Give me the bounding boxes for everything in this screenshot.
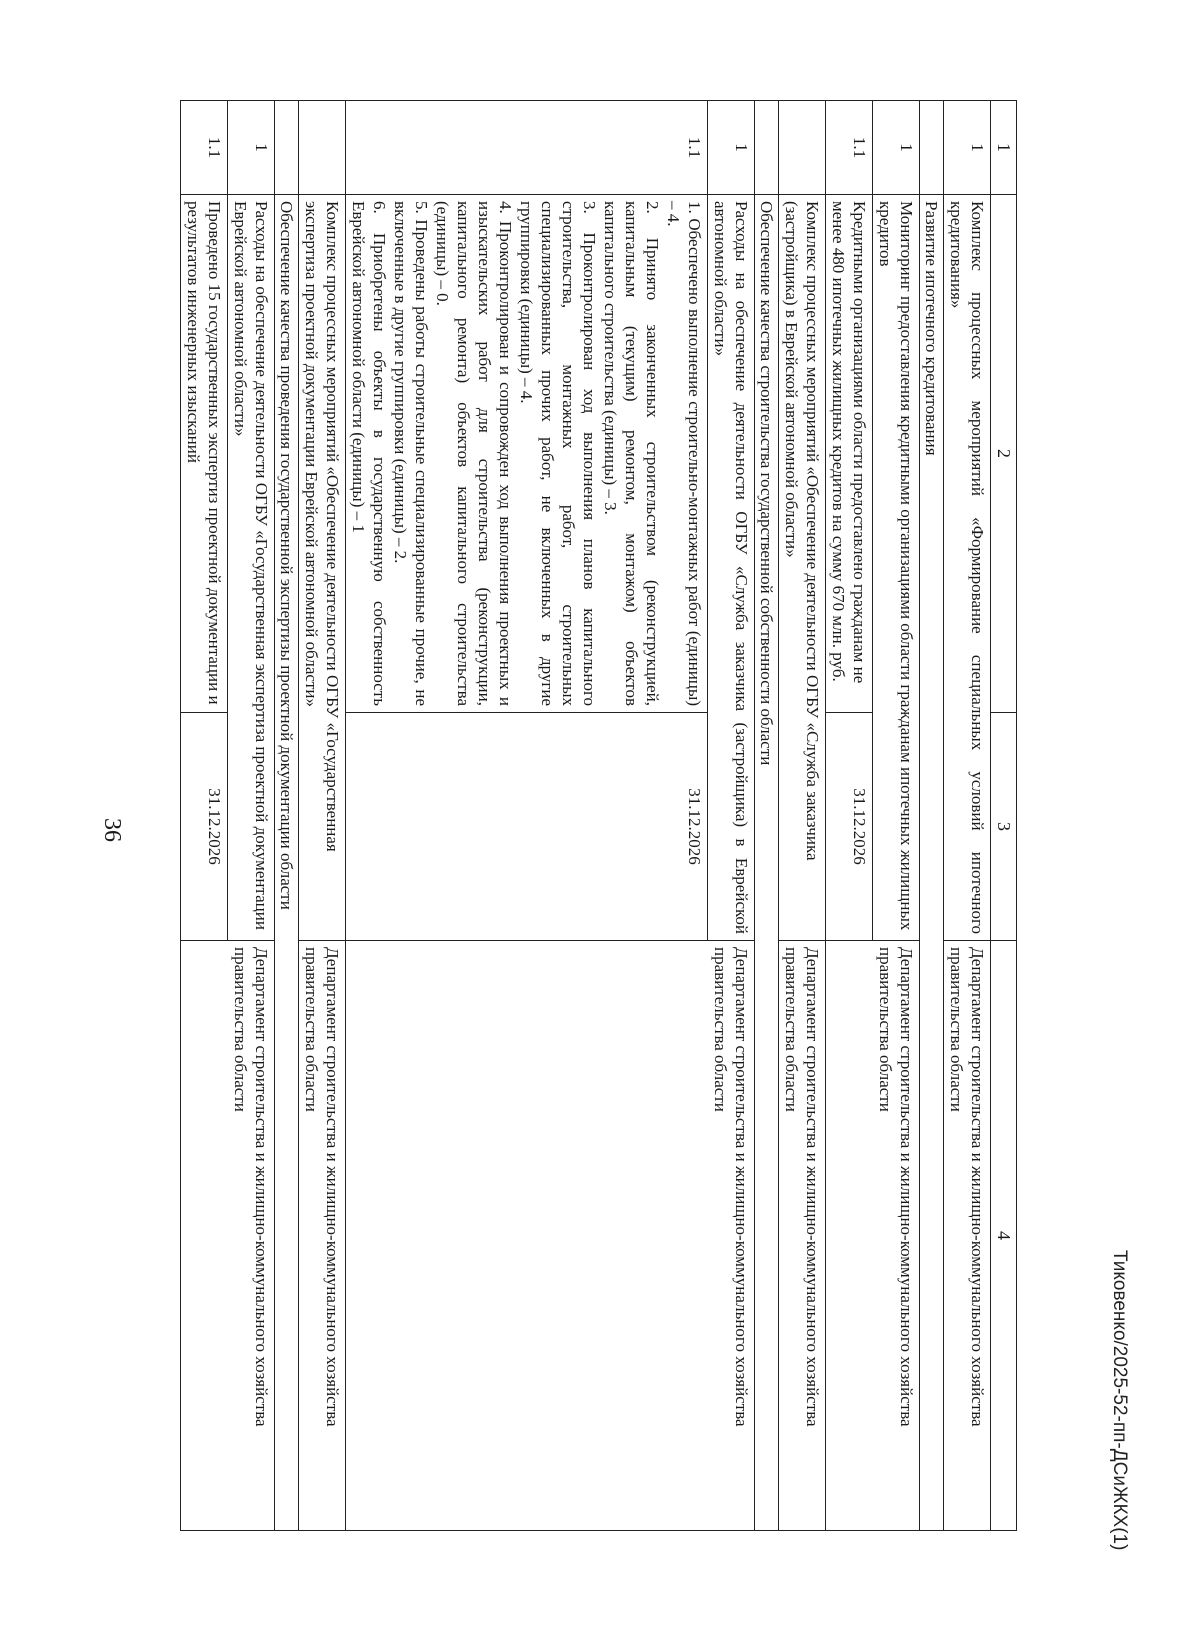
- row-number: 1: [944, 101, 991, 195]
- row-number: 1: [708, 101, 755, 195]
- plan-table: [180, 100, 1017, 1531]
- list-item: 2. Принято законченных строительством (реконструкцией, капитальным (текущим) ремонтом, монтажом) объектов капитального строительства (единицы) – 3.: [601, 201, 662, 706]
- table-row: [228, 101, 275, 1531]
- document-reference: Тиковенко/2025-52-пп-ДСиЖКХ(1): [1109, 1250, 1130, 1551]
- row-number: 1.1: [181, 101, 228, 195]
- table-row: [708, 101, 755, 1531]
- section-row: [275, 101, 299, 1531]
- row-number: 1.1: [346, 101, 708, 195]
- row-number: 1: [228, 101, 275, 195]
- row-number: 1: [873, 101, 920, 195]
- section-title: Обеспечение качества проведения государственной экспертизы проектной документации области: [275, 195, 299, 1531]
- row-text: Расходы на обеспечение деятельности ОГБУ «Государственная экспертиза проектной документации Еврейской автономной области»: [228, 195, 275, 941]
- table-header-row: [991, 101, 1017, 1531]
- page-number: 36: [99, 818, 125, 842]
- table-row: [299, 101, 346, 1531]
- column-header: 3: [991, 713, 1017, 941]
- row-text: Мониторинг предоставления кредитными организациями области гражданам ипотечных жилищных кредитов: [873, 195, 920, 941]
- column-header: 1: [991, 101, 1017, 195]
- row-date: 31.12.2026: [181, 713, 228, 941]
- table-row: [944, 101, 991, 1531]
- list-item: 5. Проведены работы строительные специализированные прочие, не включенные в другие группировки (единицы) – 2.: [391, 201, 431, 706]
- row-department: Департамент строительства и жилищно-коммунального хозяйства правительства области: [181, 941, 275, 1531]
- row-number: 1.1: [826, 101, 873, 195]
- list-item: 4. Проконтролирован и сопровожден ход выполнения проектных и изыскательских работ для строительства (реконструкции, капитального ремонта) объектов капитального строительства (единицы) – 0.: [433, 201, 515, 706]
- table-row: [873, 101, 920, 1531]
- table-row: [779, 101, 826, 1531]
- list-item: 6. Приобретены объекты в государственную собственность Еврейской автономной области (единицы) – 1: [349, 201, 389, 706]
- section-row: [920, 101, 944, 1531]
- row-text: Комплекс процессных мероприятий «Формирование специальных условий ипотечного кредитования»: [944, 195, 991, 941]
- row-text: Расходы на обеспечение деятельности ОГБУ «Служба заказчика (застройщика) в Еврейской автономной области»: [708, 195, 755, 941]
- section-title: Обеспечение качества строительства государственной собственности области: [755, 195, 779, 1531]
- row-items: [346, 195, 708, 713]
- row-department: Департамент строительства и жилищно-коммунального хозяйства правительства области: [944, 941, 991, 1531]
- row-text: Комплекс процессных мероприятий «Обеспечение деятельности ОГБУ «Служба заказчика (застройщика) в Еврейской автономной области»: [779, 195, 826, 941]
- row-department: Департамент строительства и жилищно-коммунального хозяйства правительства области: [826, 941, 920, 1531]
- list-item: 1. Обеспечено выполнение строительно-монтажных работ (единицы) – 4.: [664, 201, 704, 706]
- row-text: Комплекс процессных мероприятий «Обеспечение деятельности ОГБУ «Государственная экспертиза проектной документации Еврейской автономной области»: [299, 195, 346, 941]
- list-item: 3. Проконтролирован ход выполнения планов капитального строительства, монтажных работ, строительных специализированных прочих работ, не включенных в другие группировки (единицы) – 4.: [517, 201, 599, 706]
- row-department: Департамент строительства и жилищно-коммунального хозяйства правительства области: [779, 941, 826, 1531]
- column-header: 2: [991, 195, 1017, 713]
- section-title: Развитие ипотечного кредитования: [920, 195, 944, 1531]
- row-text: Проведено 15 государственных экспертиз проектной документации и результатов инженерных изысканий: [181, 195, 228, 713]
- row-date: 31.12.2026: [826, 713, 873, 941]
- row-department: Департамент строительства и жилищно-коммунального хозяйства правительства области: [299, 941, 346, 1531]
- row-department: Департамент строительства и жилищно-коммунального хозяйства правительства области: [346, 941, 755, 1531]
- section-row: [755, 101, 779, 1531]
- row-date: 31.12.2026: [346, 713, 708, 941]
- column-header: 4: [991, 941, 1017, 1531]
- row-text: Кредитными организациями области предоставлено гражданам не менее 480 ипотечных жилищных кредитов на сумму 670 млн. руб.: [826, 195, 873, 713]
